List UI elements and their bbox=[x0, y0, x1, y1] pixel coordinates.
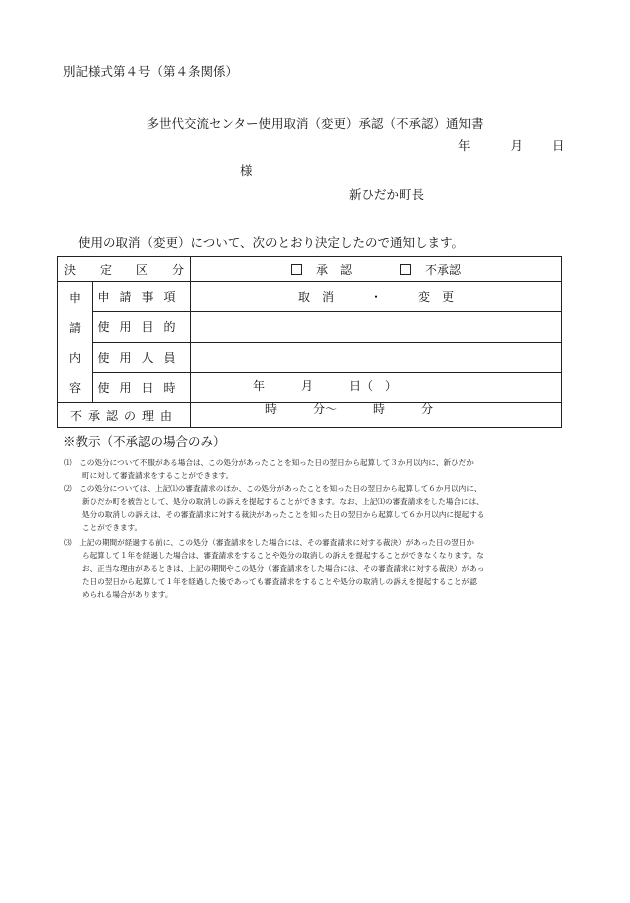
form-number: 別記様式第４号（第４条関係） bbox=[63, 64, 239, 79]
row-label-cell bbox=[93, 342, 191, 372]
note-line bbox=[64, 482, 568, 495]
application-char-2: 請 bbox=[68, 320, 81, 335]
application-label bbox=[58, 282, 92, 402]
purpose-value[interactable] bbox=[191, 312, 562, 342]
note-text: この処分については、上記⑴の審査請求のほか、この処分があったことを知った日の翌日から起算して６か月以内に、 bbox=[79, 484, 482, 493]
note-heading: ※教示（不承認の場合のみ） bbox=[63, 434, 226, 449]
date-year: 年 bbox=[458, 138, 471, 153]
note-item bbox=[64, 482, 568, 534]
decision-label-cell bbox=[58, 257, 191, 282]
application-char-4: 容 bbox=[68, 380, 81, 395]
date-month: 月 bbox=[510, 138, 524, 153]
datetime-time-line: 時 分～ 時 分 bbox=[265, 401, 434, 416]
datetime-date-line: 年 月 日（ ） bbox=[253, 378, 398, 393]
note-number: ⑵ bbox=[64, 484, 72, 493]
reject-option[interactable] bbox=[400, 261, 461, 278]
request-item-value[interactable]: 取 消 ・ 変 更 bbox=[191, 282, 562, 312]
reason-label: 不承認の理由 bbox=[70, 408, 179, 423]
note-number: ⑶ bbox=[64, 538, 72, 547]
document-title: 多世代交流センター使用取消（変更）承認（不承認）通知書 bbox=[146, 116, 484, 131]
date-day: 日 bbox=[552, 138, 565, 153]
row-label-cell bbox=[93, 372, 191, 402]
row-label-cell bbox=[93, 312, 191, 342]
note-number: ⑴ bbox=[64, 458, 72, 467]
issuer: 新ひだか町長 bbox=[349, 187, 425, 202]
note-line bbox=[64, 536, 568, 549]
reason-label-cell bbox=[58, 403, 191, 428]
decision-options-cell bbox=[191, 257, 562, 282]
purpose-label: 使用目的 bbox=[97, 320, 186, 335]
note-text: お、正当な理由があるときは、上記の期間やこの処分（審査請求をした場合には、その審査請求に対する裁決）があっ bbox=[82, 564, 485, 573]
datetime-value[interactable] bbox=[191, 372, 562, 416]
reject-label: 不承認 bbox=[425, 262, 462, 277]
approve-option[interactable] bbox=[291, 261, 352, 278]
attendees-value[interactable] bbox=[191, 342, 562, 372]
note-text: 処分の取消しの訴えは、その審査請求に対する裁決があったことを知った日の翌日から起算して６か月以内に提起する bbox=[82, 510, 485, 519]
note-item bbox=[64, 456, 568, 482]
note-text: 町に対して審査請求をすることができます。 bbox=[82, 471, 234, 480]
reject-checkbox[interactable] bbox=[400, 264, 411, 275]
note-text: 新ひだか町を被告として、処分の取消しの訴えを提起することができます。なお、上記⑴の審査請求をした場合には、 bbox=[82, 497, 484, 506]
decision-label: 決 定 区 分 bbox=[64, 262, 185, 277]
row-label-cell bbox=[93, 282, 191, 312]
attendees-label: 使用人員 bbox=[97, 350, 186, 365]
application-char-1: 申 bbox=[68, 290, 81, 305]
note-text: この処分について不服がある場合は、この処分があったことを知った日の翌日から起算して３か月以内に、新ひだか bbox=[79, 458, 474, 467]
note-item bbox=[64, 536, 568, 601]
addressee: 様 bbox=[240, 163, 253, 178]
decision-table bbox=[57, 256, 562, 428]
approve-checkbox[interactable] bbox=[291, 264, 302, 275]
note-text: ら起算して１年を経過した場合は、審査請求をすることや処分の取消しの訴えを提起することができなくなります。な bbox=[82, 551, 484, 560]
datetime-label: 使用日時 bbox=[97, 380, 186, 395]
note-text: 上記の期間が経過する前に、この処分（審査請求をした場合には、その審査請求に対する裁決）があった日の翌日か bbox=[79, 538, 474, 547]
notice-text: 使用の取消（変更）について、次のとおり決定したので通知します。 bbox=[78, 235, 465, 250]
request-item-label: 申請事項 bbox=[97, 290, 186, 305]
approve-label: 承 認 bbox=[315, 262, 352, 277]
application-char-3: 内 bbox=[68, 350, 81, 365]
note-text: ことができます。 bbox=[82, 523, 143, 532]
note-text: められる場合があります。 bbox=[82, 590, 173, 599]
date-line bbox=[458, 140, 565, 153]
note-line bbox=[64, 456, 568, 469]
application-label-cell bbox=[58, 282, 93, 403]
note-text: た日の翌日から起算して１年を経過した後であっても審査請求をすることや処分の取消しの訴えを提起することが認 bbox=[82, 577, 477, 586]
